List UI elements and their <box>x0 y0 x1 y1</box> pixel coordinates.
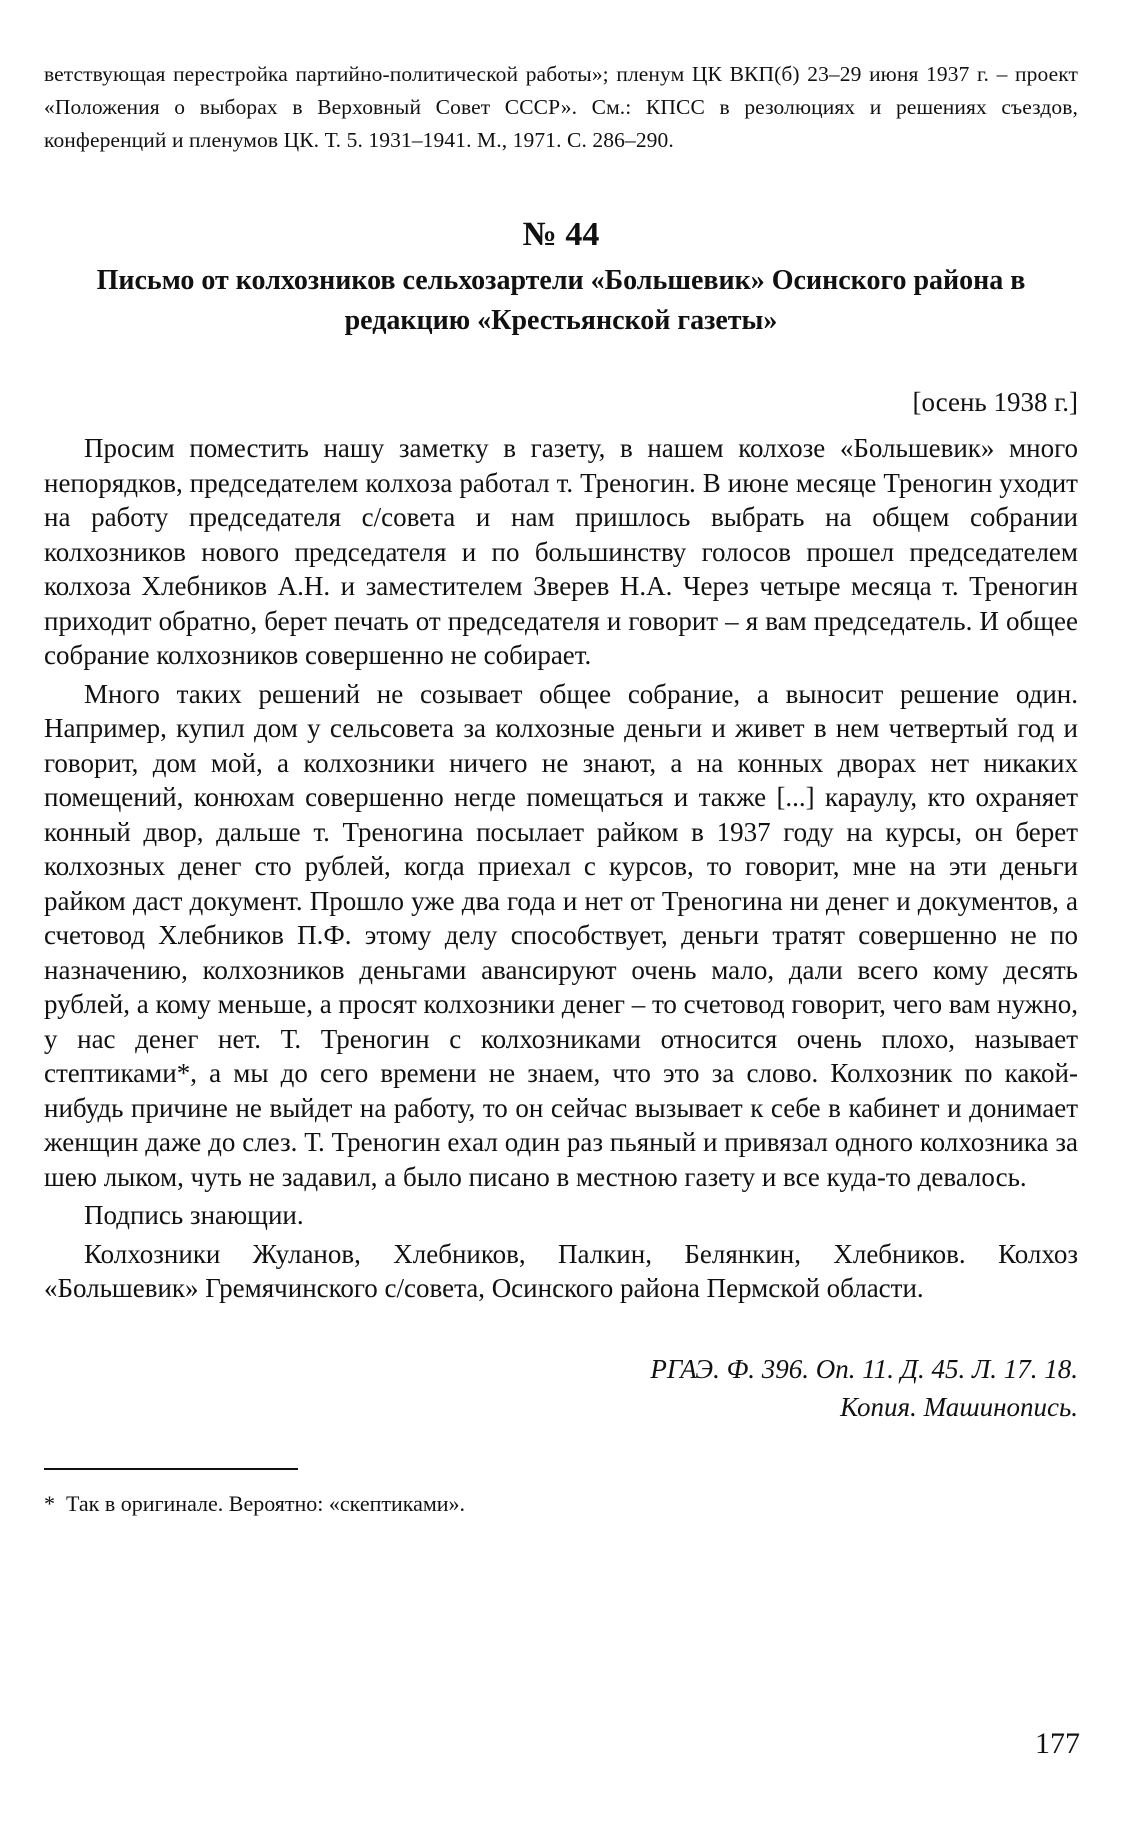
document-title: Письмо от колхозников сельхозартели «Большевик» Осинского района в редакцию «Крестьянской газеты» <box>96 265 1026 336</box>
footnote-text: Так в оригинале. Вероятно: «скептиками». <box>66 1490 466 1516</box>
document-number: № 44 <box>522 216 600 253</box>
document-date: [осень 1938 г.] <box>912 387 1078 417</box>
page-number: 177 <box>1035 1727 1080 1760</box>
footnote <box>44 1490 1078 1518</box>
letter-signature-note: Подпись знающии. <box>84 1200 304 1230</box>
letter-paragraph-2: Много таких решений не созывает общее собрание, а выносит решение один. Например, купил дом у сельсовета за колхозные деньги и живет в нем четвертый год и говорит, дом мой, а колхозники ничего не знают, а на конных дворах нет никаких помещений, конюхам совершенно негде помещаться и также [...] караулу, кто охраняет конный двор, дальше т. Треногина посылает райком в 1937 году на курсы, он берет колхозных денег сто рублей, когда приехал с курсов, то говорит, мне на эти деньги райком даст документ. Прошло уже два года и нет от Треногина ни денег и документов, а счетовод Хлебников П.Ф. этому делу способствует, деньги тратят совершенно не по назначению, колхозников деньгами авансируют очень мало, дали всего кому десять рублей, а кому меньше, а просят колхозники денег – то счетовод говорит, чего вам нужно, у нас денег нет. Т. Треногин с колхозниками относится очень плохо, называет стептиками*, а мы до сего времени не знаем, что это за слово. Колхозник по какой-нибудь причине не выйдет на работу, то он сейчас вызывает к себе в кабинет и донимает женщин даже до слез. Т. Треногин ехал один раз пьяный и привязал одного колхозника за шею лыком, чуть не задавил, а было писано в местною газету и все куда-то девалось. <box>44 678 1078 1192</box>
footnote-mark: * <box>44 1490 55 1516</box>
archival-reference: РГАЭ. Ф. 396. Оп. 11. Д. 45. Л. 17. 18. <box>650 1353 1078 1384</box>
letter-signatories: Колхозники Жуланов, Хлебников, Палкин, Белянкин, Хлебников. Колхоз «Большевик» Гремячинского с/совета, Осинского района Пермской области. <box>44 1238 1078 1303</box>
archival-source <box>44 1350 1078 1426</box>
copy-type: Копия. Машинопись. <box>840 1391 1078 1422</box>
letter-body <box>44 431 1078 1306</box>
letter-paragraph-1: Просим поместить нашу заметку в газету, в нашем колхозе «Большевик» много непорядков, председателем колхоза работал т. Треногин. В июне месяце Треногин уходит на работу председателя с/совета и нам пришлось выбрать на общем собрании колхозников нового председателя и по большинству голосов прошел председателем колхоза Хлебников А.Н. и заместителем Зверев Н.А. Через четыре месяца т. Треногин приходит обратно, берет печать от председателя и говорит – я вам председатель. И общее собрание колхозников совершенно не собирает. <box>44 433 1078 670</box>
footnote-divider <box>44 1468 298 1470</box>
document-page <box>44 58 1078 1518</box>
preceding-footnote-continuation: ветствующая перестройка партийно-политической работы»; пленум ЦК ВКП(б) 23–29 июня 1937 г. – проект «Положения о выборах в Верховный Совет СССР». См.: КПСС в резолюциях и решениях съездов, конференций и пленумов ЦК. Т. 5. 1931–1941. М., 1971. С. 286–290. <box>44 62 1078 152</box>
